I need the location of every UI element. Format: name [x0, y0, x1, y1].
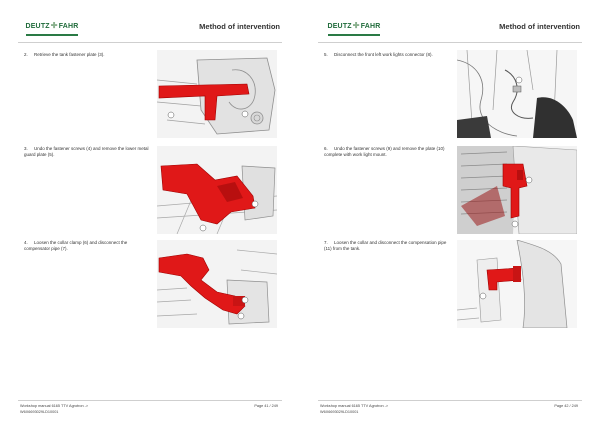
footer-page-number: Page 42 / 249	[554, 404, 578, 408]
figure-work-light-plate	[457, 146, 577, 234]
step-7: 7. Loosen the collar and disconnect the compensation pipe (11) from the tank.	[324, 240, 447, 251]
footer-document-info: Workshop manual 6165 TTV Agrotron -> W6X6693029LD10001	[20, 404, 89, 414]
deutz-fahr-logo: DEUTZ✚FAHR	[324, 14, 384, 36]
page-42	[300, 0, 600, 425]
figure-work-lights-connector	[457, 50, 577, 138]
figure-tank-fastener-plate	[157, 50, 277, 138]
header-title: Method of intervention	[499, 22, 580, 31]
footer-page-number: Page 41 / 249	[254, 404, 278, 408]
step-2: 2. Retrieve the tank fastener plate (3).	[24, 52, 105, 57]
step-5: 5. Disconnect the front left work lights connector (8).	[324, 52, 433, 57]
footer-document-info: Workshop manual 6165 TTV Agrotron -> W6X6693029LD10001	[320, 404, 389, 414]
step-6: 6. Undo the fastener screws (9) and remove the plate (10) complete with work light mount.	[324, 146, 445, 157]
step-3: 3. Undo the fastener screws (4) and remove the lower metal guard plate (5).	[24, 146, 149, 157]
step-4: 4. Loosen the collar clamp (6) and disconnect the compensator pipe (7).	[24, 240, 128, 251]
deutz-fahr-logo: DEUTZ✚FAHR	[22, 14, 82, 36]
header-divider	[318, 42, 582, 43]
figure-lower-guard-plate	[157, 146, 277, 234]
figure-compensator-pipe	[157, 240, 277, 328]
figure-compensation-pipe-tank	[457, 240, 577, 328]
footer-divider	[318, 400, 582, 401]
header-divider	[18, 42, 282, 43]
header-title: Method of intervention	[199, 22, 280, 31]
footer-divider	[18, 400, 282, 401]
